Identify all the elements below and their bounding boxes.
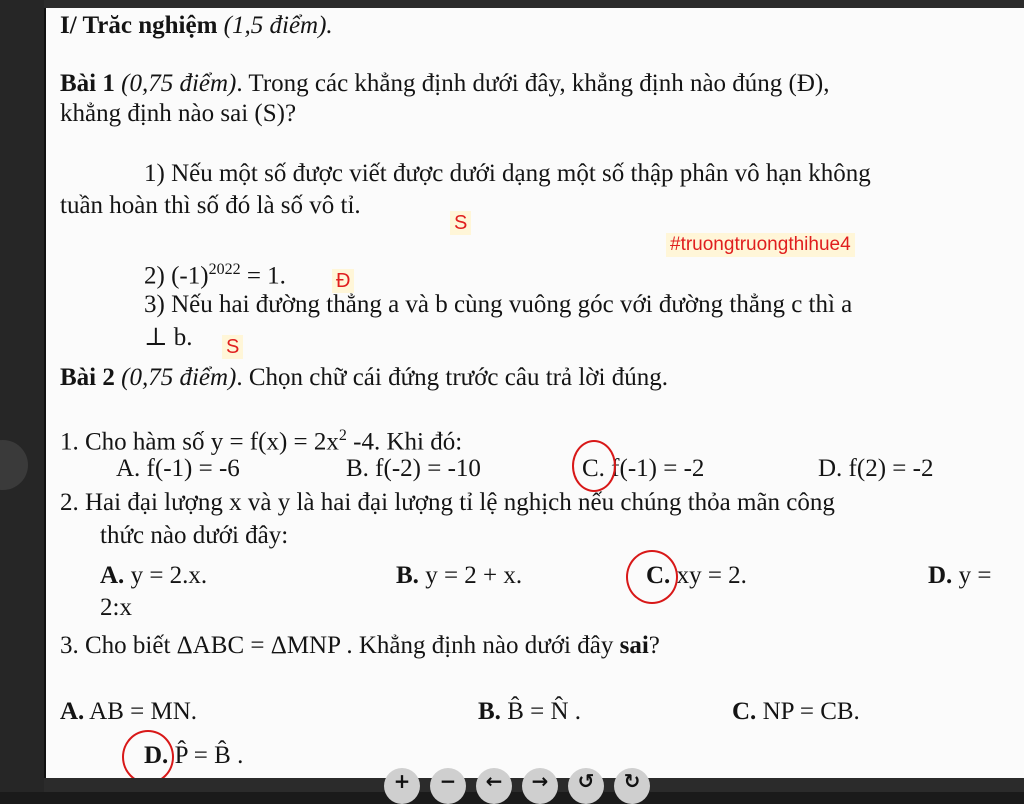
answer-annotation-3: S xyxy=(222,335,243,359)
section-title-main: I/ Trăc nghiệm xyxy=(60,12,218,39)
bai1-intro: . Trong các khẳng định dưới đây, khẳng định nào đúng (Đ), xyxy=(236,70,830,97)
q2-stem: 2. Hai đại lượng x và y là hai đại lượng tỉ lệ nghịch nếu chúng thỏa mãn công xyxy=(60,489,835,516)
bai1-item2-exponent: 2022 xyxy=(208,261,241,278)
q1-answer-circle xyxy=(572,440,616,492)
q1-stem-sup: 2 xyxy=(338,427,347,444)
q3-option-c-letter: C. xyxy=(732,698,757,725)
zoom-in-button[interactable]: + xyxy=(384,768,420,804)
q1-stem xyxy=(60,422,462,456)
bai1-item1-line2: tuần hoàn thì số đó là số vô tỉ. xyxy=(60,192,361,219)
answer-annotation-2: Đ xyxy=(332,269,354,293)
document-page xyxy=(44,8,1024,778)
q3-option-c-text: NP = CB. xyxy=(756,698,860,725)
q1-option-c: C. f(-1) = -2 xyxy=(582,455,705,482)
q2-option-a-text: y = 2.x. xyxy=(124,562,208,589)
q2-stem-line2: thức nào dưới đây: xyxy=(100,522,289,549)
user-hashtag: #truongtruongthihue4 xyxy=(666,233,855,257)
q1-option-b: B. f(-2) = -10 xyxy=(346,455,481,482)
q3-stem-a: 3. Cho biết ΔABC = ΔMNP . Khẳng định nào dưới đây xyxy=(60,632,620,659)
bai2-heading: Bài 2 xyxy=(60,364,115,391)
zoom-out-button[interactable]: − xyxy=(430,768,466,804)
q3-option-b xyxy=(478,698,581,726)
q3-option-a-text: AB = MN. xyxy=(84,698,198,725)
q1-option-d: D. f(2) = -2 xyxy=(818,455,934,482)
q3-option-c xyxy=(732,698,860,726)
q2-option-a xyxy=(100,562,207,590)
q1-option-a: A. f(-1) = -6 xyxy=(116,455,240,482)
bai1-heading: Bài 1 xyxy=(60,70,115,97)
q3-option-a-letter: A. xyxy=(60,698,85,725)
q2-option-d xyxy=(928,562,991,590)
q2-option-d-continued: 2:x xyxy=(100,594,132,621)
q2-option-c-letter: C. xyxy=(646,562,671,589)
section-title-points: (1,5 điểm). xyxy=(223,12,333,39)
bai1-points: (0,75 điểm) xyxy=(121,70,237,97)
bai1-item2-base: 2) (-1) xyxy=(144,262,209,290)
q2-option-d-letter: D. xyxy=(928,562,953,589)
q3-option-b-letter: B. xyxy=(478,698,501,725)
q3-option-b-text: B̂ = N̂ . xyxy=(500,698,582,725)
q1-stem-b: -4. Khi đó: xyxy=(346,428,463,456)
next-arrow-button[interactable]: → xyxy=(522,768,558,804)
q3-stem xyxy=(60,632,660,660)
rotate-left-button[interactable]: ↺ xyxy=(568,768,604,804)
q3-answer-circle xyxy=(122,730,174,778)
bai1-heading-line xyxy=(60,70,830,98)
section-title xyxy=(60,12,333,40)
bai2-points: (0,75 điểm) xyxy=(121,364,237,391)
q2-option-b-text: y = 2 + x. xyxy=(418,562,523,589)
q2-option-d-text: y = xyxy=(952,562,992,589)
q2-option-a-letter: A. xyxy=(100,562,125,589)
rotate-right-button[interactable]: ↻ xyxy=(614,768,650,804)
bai1-item2 xyxy=(144,256,286,290)
viewer-toolbar xyxy=(380,764,670,792)
q2-option-b-letter: B. xyxy=(396,562,419,589)
q2-answer-circle xyxy=(626,550,678,604)
answer-annotation-1: S xyxy=(450,211,471,235)
previous-image-hint[interactable] xyxy=(0,440,28,490)
q3-stem-bold: sai xyxy=(619,632,649,659)
bai1-item3-line2: ⊥ b. xyxy=(144,324,193,351)
q2-option-c-text: xy = 2. xyxy=(670,562,747,589)
bai1-item2-rest: = 1. xyxy=(240,262,286,290)
viewer-left-margin xyxy=(0,0,44,792)
q3-option-d-letter: D. xyxy=(144,742,169,769)
bai2-intro: . Chọn chữ cái đứng trước câu trả lời đúng. xyxy=(236,364,668,391)
bai1-item1: 1) Nếu một số được viết được dưới dạng một số thập phân vô hạn không xyxy=(144,160,871,187)
bai1-intro-line2: khẳng định nào sai (S)? xyxy=(60,100,297,127)
q3-option-d-text: P̂ = B̂ . xyxy=(168,742,244,769)
q3-stem-b: ? xyxy=(648,632,660,659)
bai2-heading-line xyxy=(60,364,668,392)
bai1-item3: 3) Nếu hai đường thẳng a và b cùng vuông góc với đường thẳng c thì a xyxy=(144,291,853,318)
q3-option-a xyxy=(60,698,197,726)
prev-arrow-button[interactable]: ← xyxy=(476,768,512,804)
q2-option-b xyxy=(396,562,522,590)
q1-stem-a: 1. Cho hàm số y = f(x) = 2x xyxy=(60,428,339,456)
